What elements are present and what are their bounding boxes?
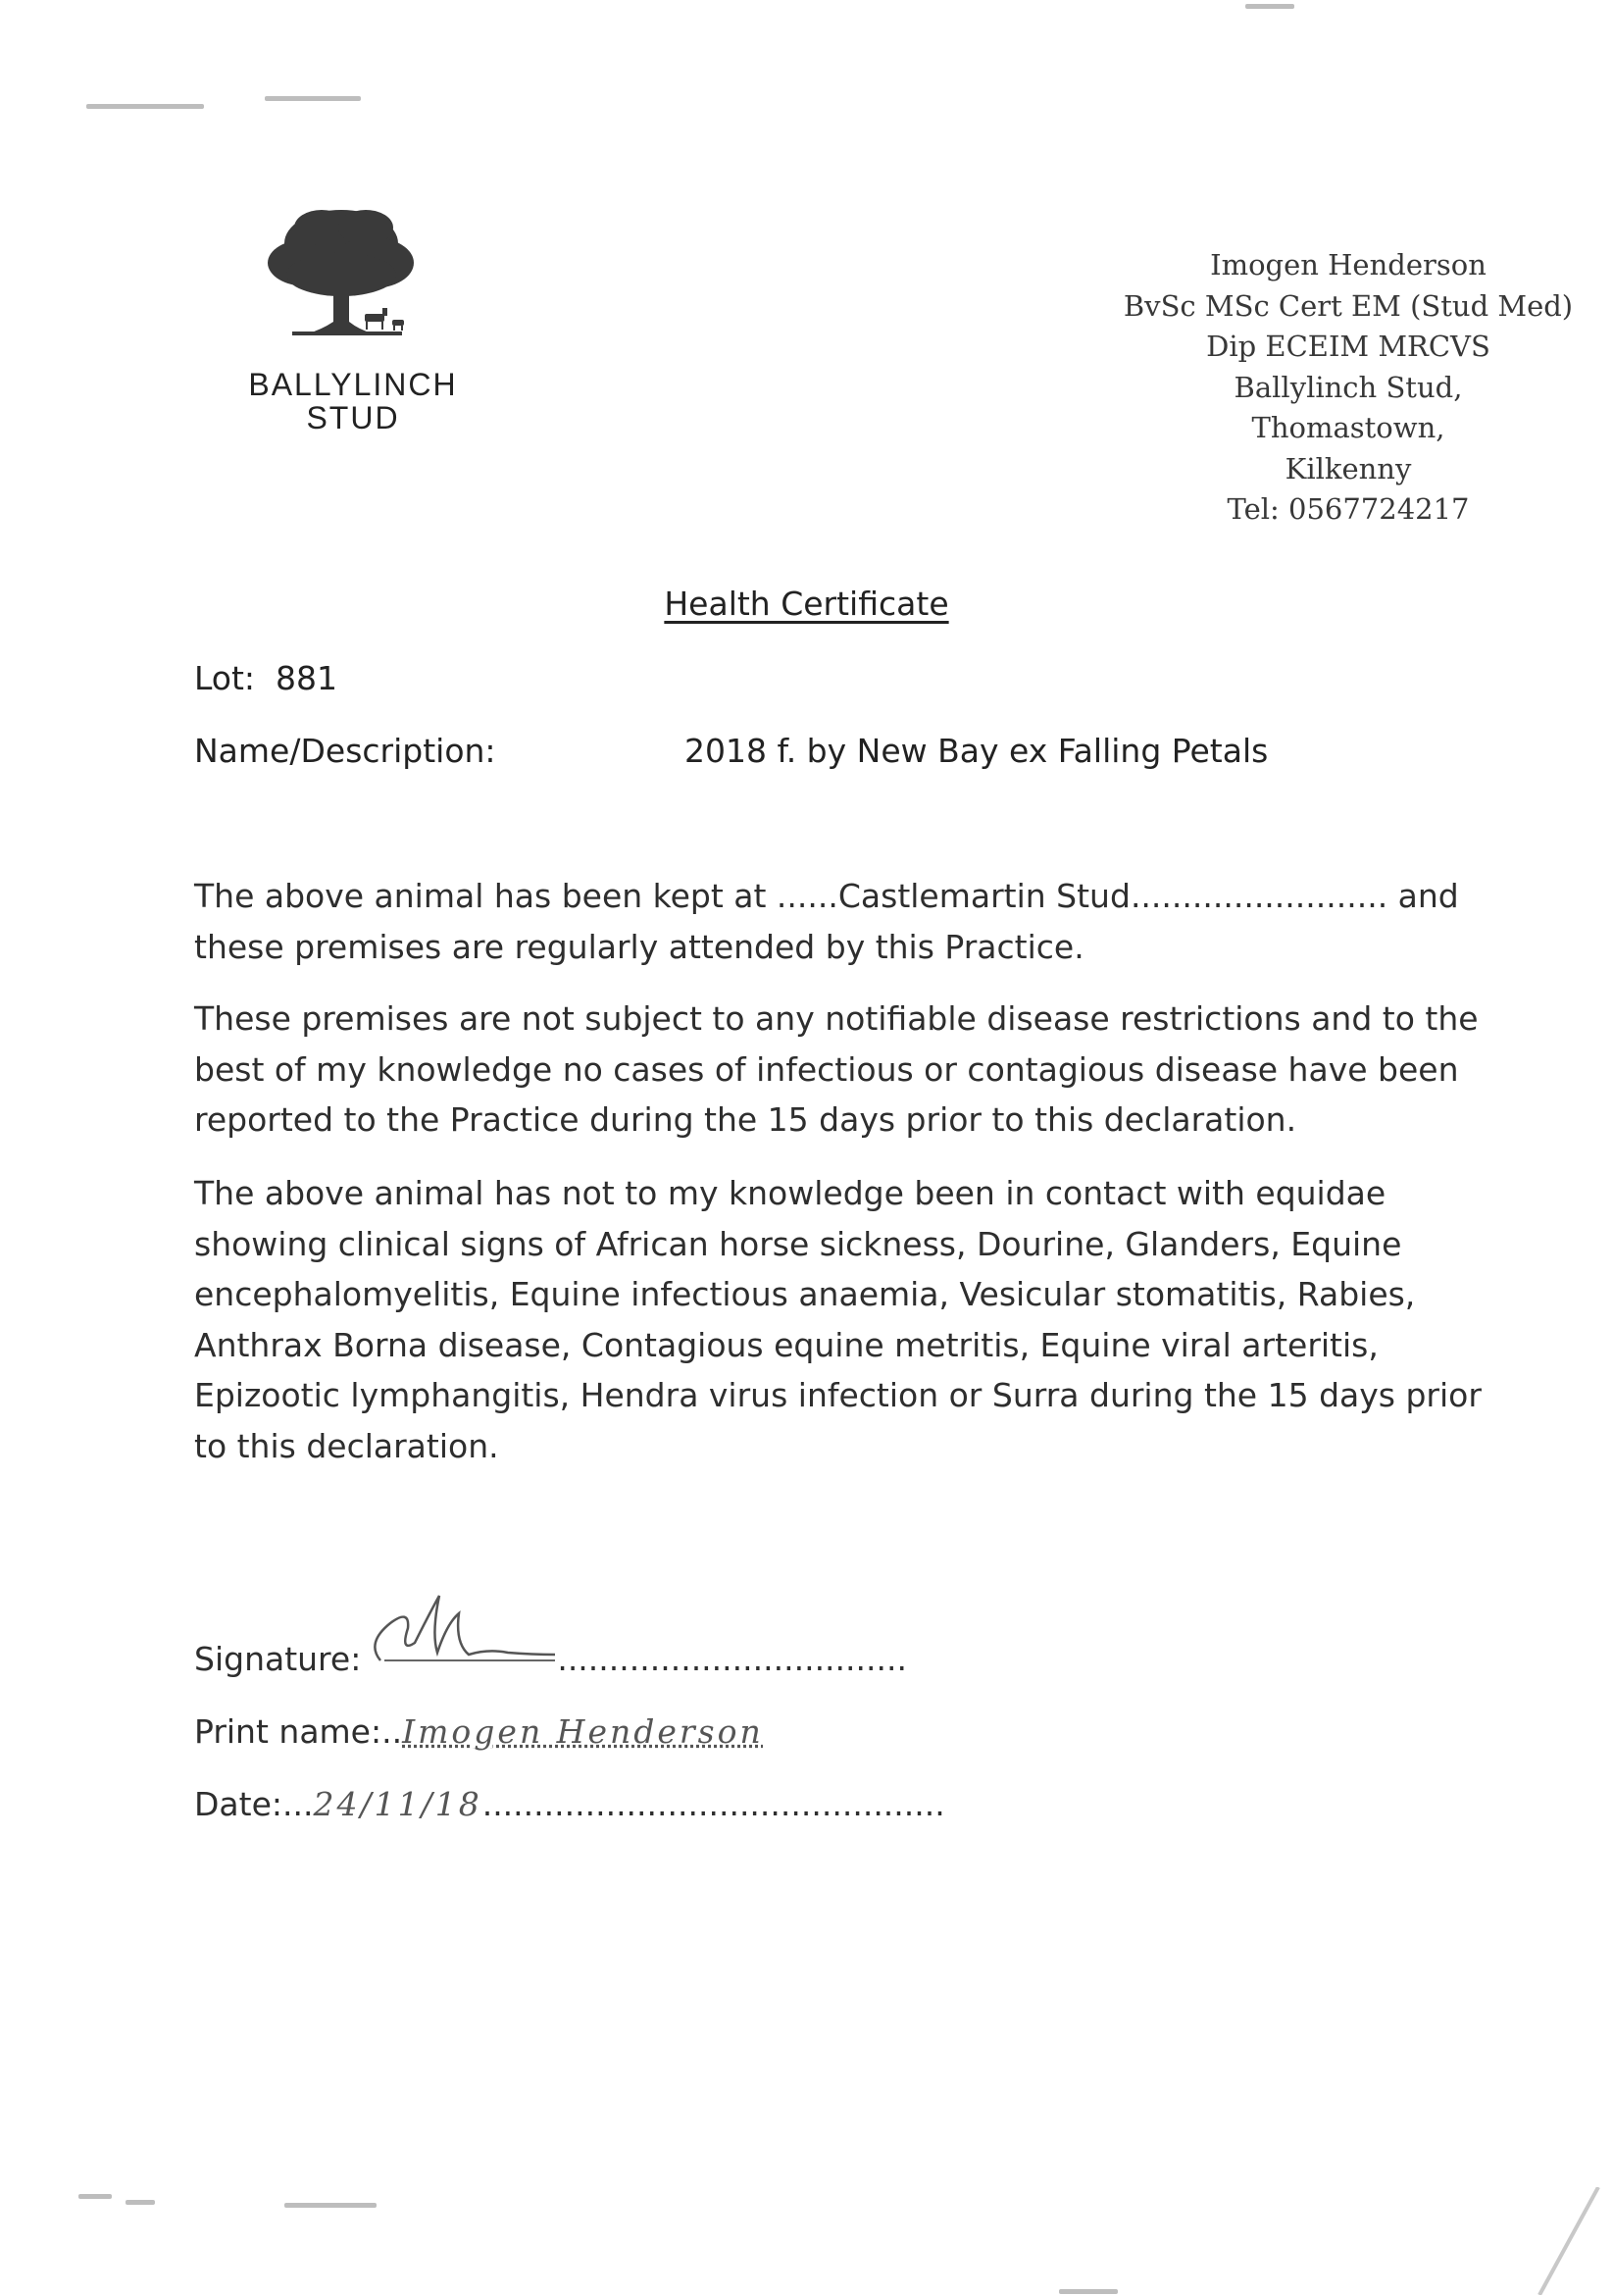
premises-suffix: ......................... and [1130,877,1459,915]
scan-corner-shadow [1530,2187,1608,2295]
paragraph-restrictions [194,994,1479,1146]
scan-mark [86,104,204,109]
scan-mark [126,2200,155,2205]
paragraph-line: best of my knowledge no cases of infectious or contagious disease have been [194,1049,1459,1089]
paragraph-line [194,871,1459,922]
scan-mark [1059,2289,1118,2294]
signature-dots: .................................. [557,1640,907,1678]
signature-label: Signature: [194,1640,362,1678]
address-line-2: Thomastown, [1251,411,1445,444]
vet-address-block [1059,245,1613,531]
date-value: 24/11/18 [313,1785,482,1823]
date-label: Date: [194,1785,282,1823]
address-line-1: Ballylinch Stud, [1234,370,1463,404]
date-dots: ............................................. [481,1785,945,1823]
paragraph-line: Epizootic lymphangitis, Hendra virus infection or Surra during the 15 days prior [194,1376,1482,1414]
paragraph-line: encephalomyelitis, Equine infectious anaemia, Vesicular stomatitis, Rabies, [194,1275,1416,1313]
lot-row [194,659,337,697]
print-name-label: Print name: [194,1712,382,1751]
oak-tree-logo-icon [263,206,420,353]
date-row [194,1785,945,1823]
paragraph-contact [194,1168,1482,1471]
date-leading-dots: ... [282,1785,314,1823]
vet-qualifications-2: Dip ECEIM MRCVS [1206,330,1490,363]
scan-mark [265,96,361,101]
name-description-label: Name/Description: [194,732,496,770]
premises-name: Castlemartin Stud [837,877,1131,915]
handwritten-signature [361,1641,557,1670]
signature-row [194,1640,907,1678]
print-name-dots: .. [381,1712,403,1751]
paragraph-premises [194,871,1459,972]
paragraph-line: These premises are not subject to any notifiable disease restrictions and to the [194,999,1479,1038]
scan-mark [1245,4,1294,9]
scan-mark [78,2194,112,2199]
paragraph-line: The above animal has not to my knowledge been in contact with equidae [194,1174,1386,1212]
logo-text-line1: BALLYLINCH [248,367,458,402]
telephone: Tel: 0567724217 [1227,492,1470,526]
name-description-value: 2018 f. by New Bay ex Falling Petals [684,732,1269,770]
lot-label: Lot: [194,659,256,697]
page-title: Health Certificate [664,585,949,623]
paragraph-line: to this declaration. [194,1426,499,1465]
print-name-value: Imogen Henderson [402,1712,764,1751]
address-line-3: Kilkenny [1285,451,1412,485]
paragraph-line: these premises are regularly attended by this Practice. [194,927,1084,966]
paragraph-line: reported to the Practice during the 15 days prior to this declaration. [194,1100,1297,1139]
print-name-row [194,1712,764,1751]
vet-name: Imogen Henderson [1210,248,1487,281]
scan-mark [284,2203,377,2208]
ballylinch-logo [235,206,471,441]
paragraph-line: Anthrax Borna disease, Contagious equine metritis, Equine viral arteritis, [194,1325,1379,1364]
vet-qualifications: BvSc MSc Cert EM (Stud Med) [1123,288,1574,323]
premises-prefix: The above animal has been kept at ...... [194,877,838,915]
paragraph-line: showing clinical signs of African horse sickness, Dourine, Glanders, Equine [194,1224,1402,1263]
logo-text-line2: STUD [306,400,400,435]
lot-value: 881 [276,659,338,697]
